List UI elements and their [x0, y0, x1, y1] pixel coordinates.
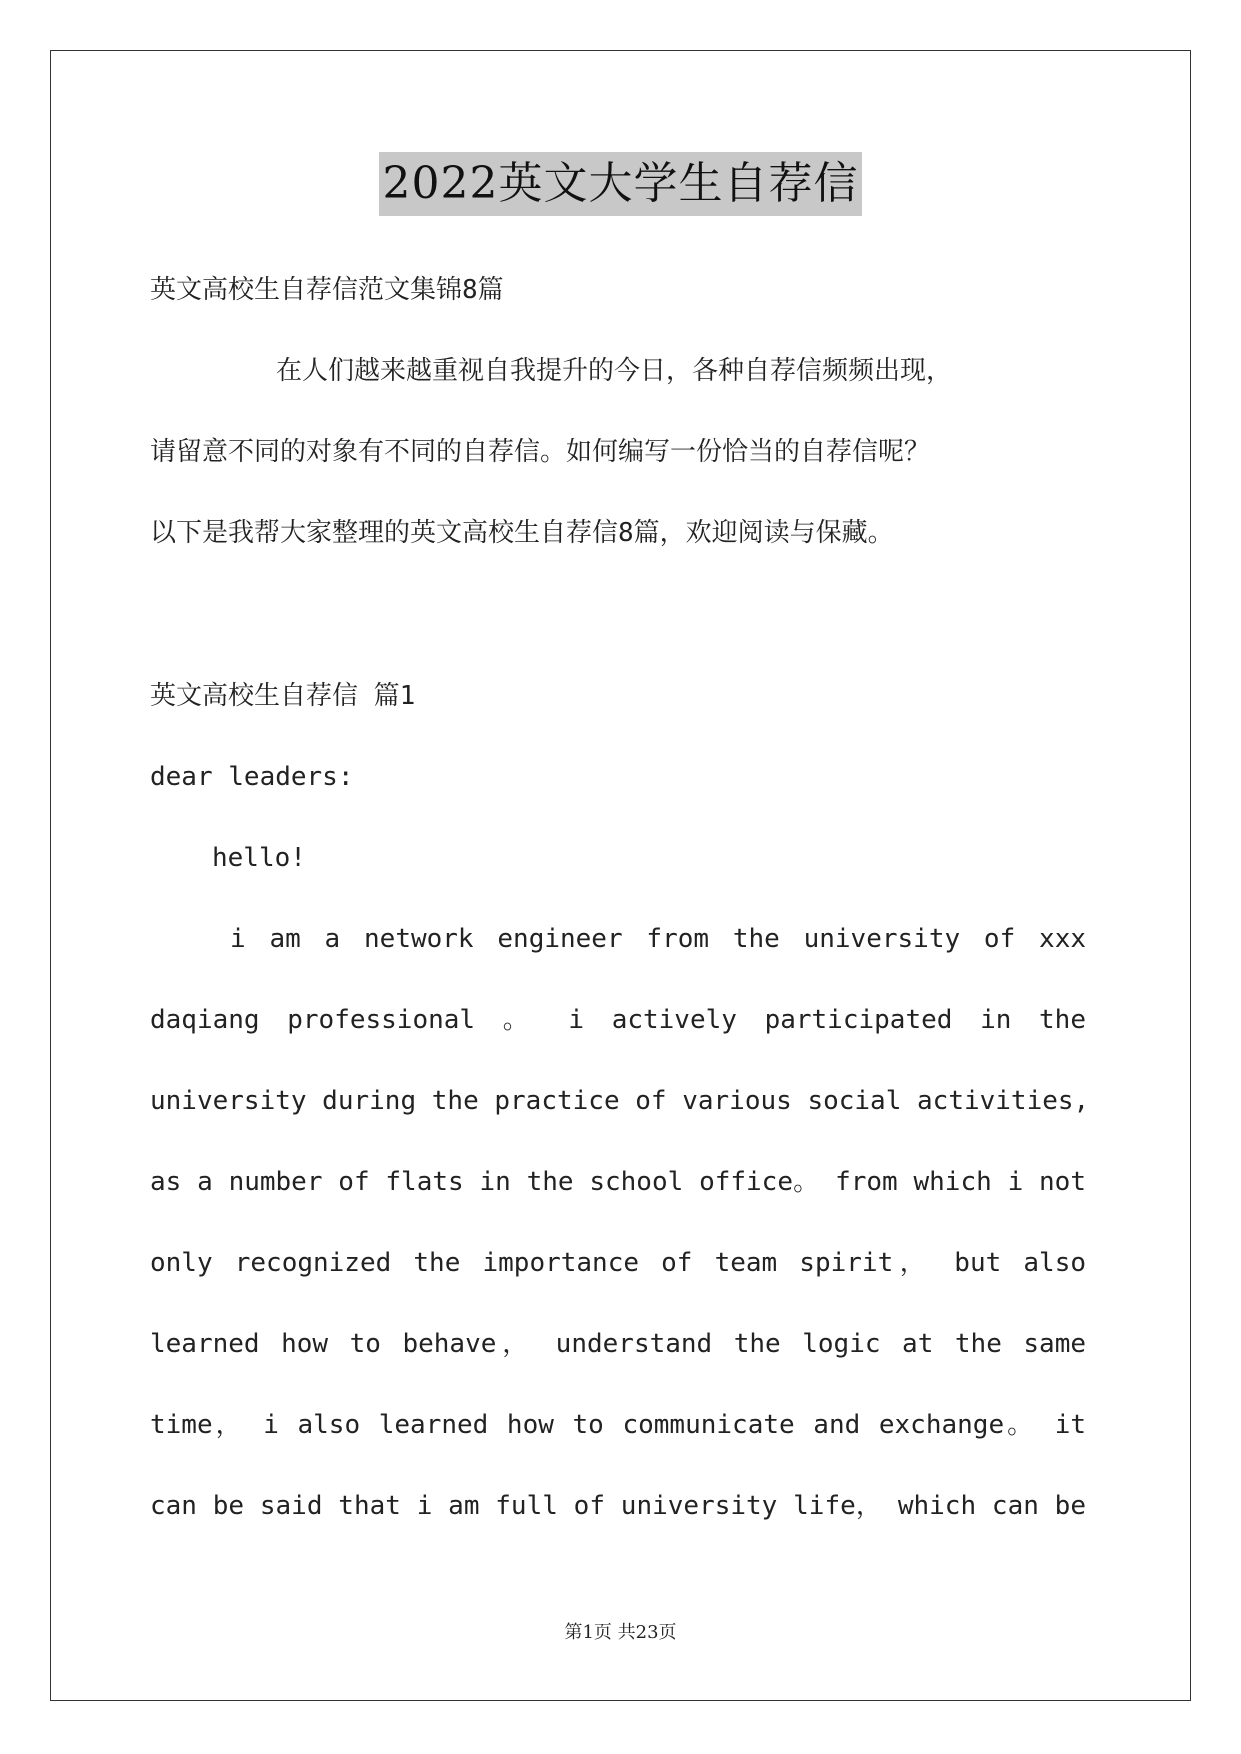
title-container	[0, 152, 1241, 216]
document-title: 2022英文大学生自荐信	[379, 152, 863, 216]
body-line: can be said that i am full of university life， which can be	[150, 1491, 1086, 1521]
section-heading: 英文高校生自荐信 篇1	[150, 681, 416, 711]
intro-line: 请留意不同的对象有不同的自荐信。如何编写一份恰当的自荐信呢？	[150, 437, 931, 467]
body-line: as a number of flats in the school office。 from which i not	[150, 1167, 1086, 1197]
subtitle: 英文高校生自荐信范文集锦8篇	[150, 275, 504, 305]
intro-line: 以下是我帮大家整理的英文高校生自荐信8篇，欢迎阅读与保藏。	[150, 518, 894, 548]
body-line: time， i also learned how to communicate and exchange。 it	[150, 1410, 1086, 1440]
greeting: hello!	[212, 843, 306, 873]
salutation: dear leaders:	[150, 762, 354, 792]
body-line: only recognized the importance of team spirit， but also	[150, 1248, 1086, 1278]
intro-line: 在人们越来越重视自我提升的今日，各种自荐信频频出现，	[276, 356, 953, 386]
body-line: university during the practice of various social activities,	[150, 1086, 1090, 1116]
body-line: daqiang professional 。 i actively participated in the	[150, 1005, 1086, 1035]
page-number: 第1页 共23页	[564, 1622, 677, 1643]
body-line: i am a network engineer from the university of xxx	[230, 924, 1086, 954]
body-line: learned how to behave， understand the logic at the same	[150, 1329, 1086, 1359]
